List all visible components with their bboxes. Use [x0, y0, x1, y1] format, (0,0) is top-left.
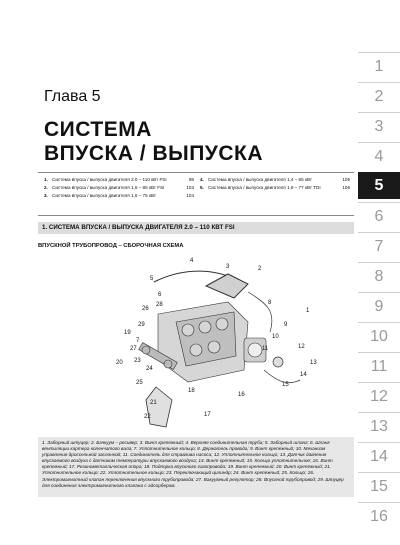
callout-22: 22	[144, 414, 151, 420]
chapter-tab-6[interactable]: 6	[358, 202, 400, 229]
chapter-tab-14[interactable]: 14	[358, 442, 400, 469]
toc-item[interactable]: 5. Система впуска / выпуска двигателя 1,9 – 77 кВт TDI 106	[200, 185, 350, 191]
callout-20: 20	[116, 360, 123, 366]
toc-item[interactable]: 3. Система впуска / выпуска двигателя 1,6 – 75 кВт 104	[44, 193, 194, 199]
callout-1: 1	[306, 308, 310, 314]
chapter-title-line-2: ВПУСКА / ВЫПУСКА	[44, 142, 264, 165]
callout-17: 17	[204, 412, 211, 418]
callout-28: 28	[156, 302, 163, 308]
callout-7: 7	[136, 338, 140, 344]
chapter-tab-7[interactable]: 7	[358, 232, 400, 259]
chapter-tab-4[interactable]: 4	[358, 142, 400, 169]
toc-column-left	[44, 177, 194, 202]
callout-19: 19	[124, 330, 131, 336]
diagram-legend: 1. Заборный штуцер; 2. Бачкуум – ресивер; 3. Винт крепежный; 4. Верхняя соединительная труба; 5. Заборный шланг; 6. Шланг вентиляции картера коленчатого вала; 7. Уплотнительное кольцо; 8. Держатель провода; 9. Винт крепежный; 10. Механизм управления дроссельной заслонкой; 11. Соединитель для стравлива насоса; 12. Уплотнительное кольцо; 13. Датчик давления впускаемого воздуха с датчиком температуры впускаемого воздуха; 14. Винт крепежный; 15. Кольцо уплотнительное; 16. Винт крепежный; 17. Резинометаллическая опора; 18. Подпорка впускного газопровода; 19. Винт крепежный; 20. Винт крепежный; 21. Уплотнительное кольцо; 22. Уплотнительное кольцо; 23. Переключающий цилиндр; 24. Винт крепежный; 25. Кольцо; 26. Электромагнитный клапан переключения впускного трубопровода; 27. Вакуумный регулятор; 28. Впускной трубопровод; 29. Штуцер для соединения электромагнитного клапана с адсорбером.	[38, 437, 354, 497]
callout-21: 21	[150, 400, 157, 406]
chapter-tab-5[interactable]: 5	[358, 172, 400, 199]
toc-item[interactable]: 1. Система впуска / выпуска двигателя 2.0 – 110 кВт FSI 99	[44, 177, 194, 182]
chapter-tab-16[interactable]: 16	[358, 502, 400, 529]
callout-12: 12	[298, 344, 305, 350]
callout-26: 26	[142, 306, 149, 312]
toc-column-right	[200, 177, 350, 193]
exploded-diagram	[38, 252, 354, 437]
callout-23: 23	[134, 358, 141, 364]
callout-29: 29	[138, 322, 145, 328]
callout-11: 11	[262, 346, 269, 352]
chapter-tab-8[interactable]: 8	[358, 262, 400, 289]
chapter-tab-12[interactable]: 12	[358, 382, 400, 409]
chapter-tab-11[interactable]: 11	[358, 352, 400, 379]
callout-25: 25	[136, 380, 143, 386]
chapter-tab-10[interactable]: 10	[358, 322, 400, 349]
callout-13: 13	[310, 360, 317, 366]
callout-5: 5	[150, 276, 154, 282]
chapter-tab-15[interactable]: 15	[358, 472, 400, 499]
callout-16: 16	[238, 392, 245, 398]
chapter-tab-13[interactable]: 13	[358, 412, 400, 439]
callout-18: 18	[188, 388, 195, 394]
toc-item[interactable]: 4. Система впуска / выпуска двигателя 1,4 – 55 кВт 105	[200, 177, 350, 182]
callout-4: 4	[190, 258, 194, 264]
chapter-tab-3[interactable]: 3	[358, 112, 400, 139]
chapter-title-line-1: СИСТЕМА	[44, 118, 152, 141]
callout-6: 6	[158, 292, 162, 298]
callout-2: 2	[258, 266, 262, 272]
chapter-tab-9[interactable]: 9	[358, 292, 400, 319]
callout-24: 24	[146, 366, 153, 372]
toc-item[interactable]: 2. Система впуска / выпуска двигателя 1,6 – 85 кВт FSI 103	[44, 185, 194, 191]
callout-8: 8	[268, 300, 272, 306]
section-title: 1. СИСТЕМА ВПУСКА / ВЫПУСКА ДВИГАТЕЛЯ 2.0 – 110 КВТ FSI	[38, 222, 354, 234]
table-of-contents	[38, 172, 354, 216]
chapter-label: Глава 5	[44, 88, 101, 105]
chapter-tab-2[interactable]: 2	[358, 82, 400, 109]
chapter-tab-1[interactable]: 1	[358, 52, 400, 79]
intake-manifold	[158, 302, 248, 382]
subsection-title: ВПУСКНОЙ ТРУБОПРОВОД – СБОРОЧНАЯ СХЕМА	[38, 243, 184, 249]
callout-14: 14	[300, 372, 307, 378]
chapter-index	[358, 52, 400, 536]
callout-3: 3	[226, 264, 230, 270]
callout-9: 9	[284, 322, 288, 328]
callout-10: 10	[272, 334, 279, 340]
callout-27: 27	[130, 346, 137, 352]
callout-15: 15	[282, 382, 289, 388]
